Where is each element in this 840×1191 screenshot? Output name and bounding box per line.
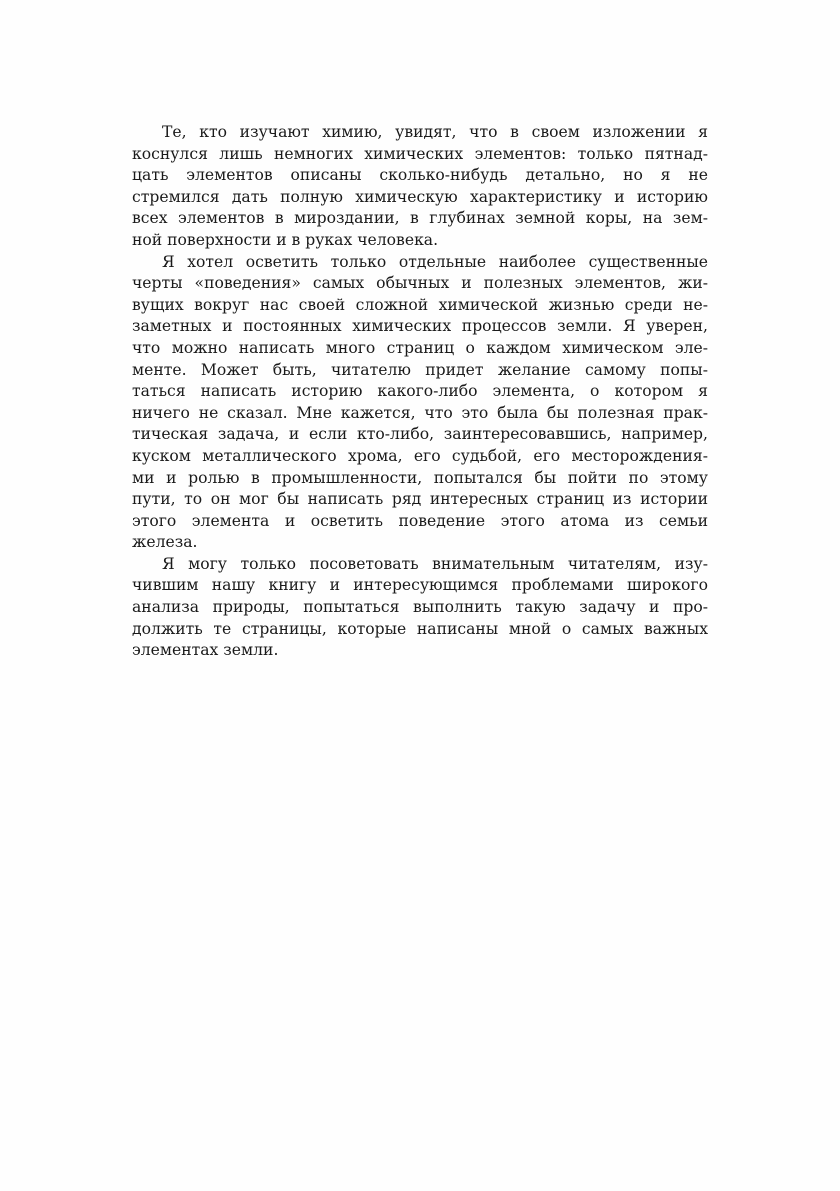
- body-text: [132, 122, 708, 662]
- text-line: куском металлического хрома, его судьбой, его месторождения-: [132, 446, 708, 465]
- text-line: анализа природы, попытаться выполнить такую задачу и про-: [132, 598, 708, 617]
- text-line: что можно написать много страниц о каждом химическом эле-: [132, 338, 708, 357]
- paragraph: [132, 122, 708, 252]
- text-line: должить те страницы, которые написаны мной о самых важных: [132, 619, 708, 638]
- text-line: Те, кто изучают химию, увидят, что в своем изложении я: [162, 123, 708, 141]
- text-line: Я хотел осветить только отдельные наиболее существенные: [162, 252, 708, 271]
- text-line: тическая задача, и если кто-либо, заинтересовавшись, например,: [132, 425, 708, 444]
- text-line: Я могу только посоветовать внимательным читателям, изу-: [162, 554, 708, 573]
- text-line: менте. Может быть, читателю придет желание самому попы-: [132, 360, 708, 379]
- text-line: цать элементов описаны сколько-нибудь детально, но я не: [132, 166, 708, 185]
- text-line: заметных и постоянных химических процессов земли. Я уверен,: [132, 317, 708, 336]
- text-line: коснулся лишь немногих химических элементов: только пятнад-: [132, 144, 708, 163]
- text-line: черты «поведения» самых обычных и полезных элементов, жи-: [132, 274, 708, 293]
- text-line: всех элементов в мироздании, в глубинах земной коры, на зем-: [132, 209, 708, 228]
- text-line: железа.: [132, 533, 198, 552]
- text-line: ми и ролью в промышленности, попытался бы пойти по этому: [132, 468, 708, 487]
- text-line: этого элемента и осветить поведение этого атома из семьи: [132, 511, 708, 530]
- text-line: пути, то он мог бы написать ряд интересных страниц из истории: [132, 490, 708, 509]
- text-line: ничего не сказал. Мне кажется, что это была бы полезная прак-: [132, 403, 708, 422]
- paragraph: [132, 252, 708, 554]
- text-line: таться написать историю какого-либо элемента, о котором я: [132, 382, 708, 401]
- text-line: элементах земли.: [132, 641, 279, 660]
- text-line: стремился дать полную химическую характеристику и историю: [132, 187, 708, 206]
- text-line: чившим нашу книгу и интересующимся проблемами широкого: [132, 576, 708, 595]
- paragraph: [132, 554, 708, 662]
- text-line: вущих вокруг нас своей сложной химической жизнью среди не-: [132, 295, 708, 314]
- text-line: ной поверхности и в руках человека.: [132, 230, 439, 249]
